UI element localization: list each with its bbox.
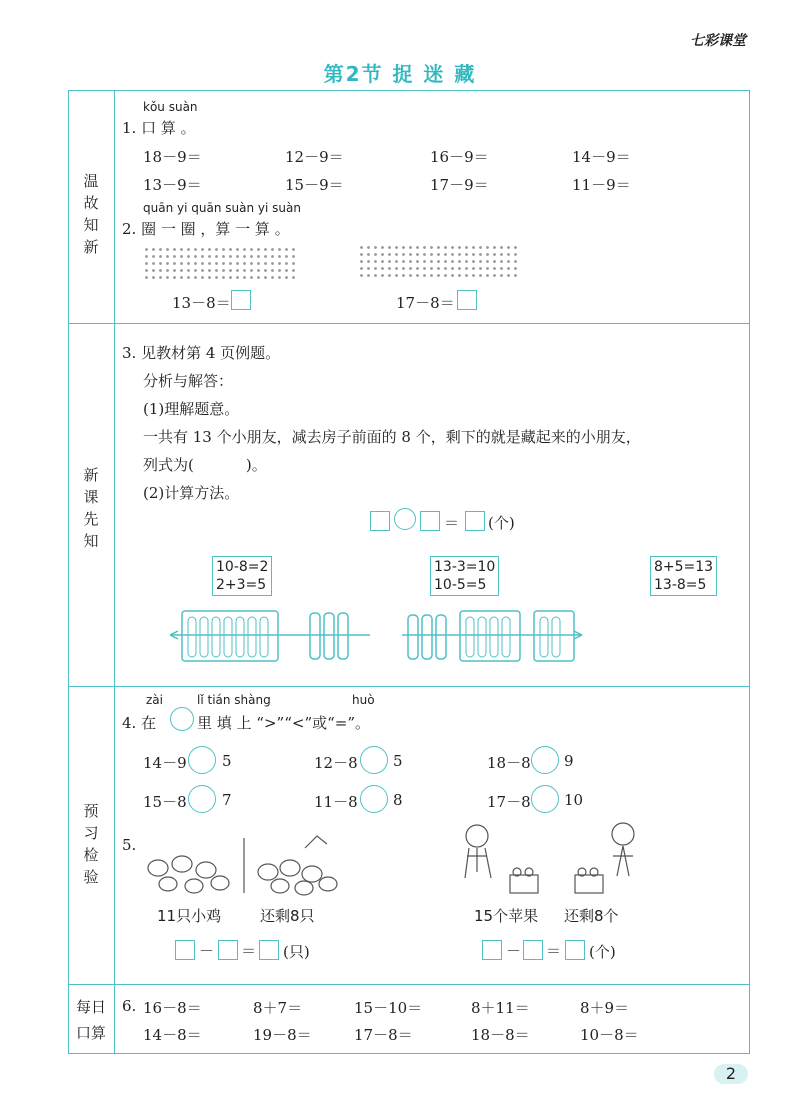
minus-sign: －	[506, 942, 522, 960]
method-card: 13-3=10 10-5=5	[430, 556, 499, 596]
compare-circle[interactable]	[360, 746, 388, 774]
compare-left: 11－8	[314, 793, 358, 811]
compare-left: 17－8	[487, 793, 531, 811]
compare-circle[interactable]	[531, 746, 559, 774]
q4-label: 4. 在	[122, 714, 157, 732]
q5-caption: 还剩8只	[260, 907, 315, 925]
answer-box[interactable]	[565, 940, 585, 960]
q6-item: 16－8＝	[143, 999, 202, 1017]
answer-box[interactable]	[420, 511, 440, 531]
answer-box[interactable]	[523, 940, 543, 960]
q6-item: 10－8＝	[580, 1026, 639, 1044]
q5-caption: 还剩8个	[564, 907, 619, 925]
compare-right: 8	[393, 791, 403, 809]
method-card: 8+5=13 13-8=5	[650, 556, 717, 596]
q6-item: 8＋9＝	[580, 999, 630, 1017]
page-number: 2	[714, 1064, 748, 1084]
q2-label: 2. 圈 一 圈 ，算 一 算 。	[122, 220, 290, 238]
q2-pinyin: quān yi quān suàn yi suàn	[143, 201, 301, 215]
side-label-daily: 每日 口算	[75, 998, 106, 1042]
unit-label: (只)	[283, 943, 310, 961]
section-divider	[68, 323, 750, 324]
compare-right: 10	[564, 791, 584, 809]
answer-box[interactable]	[465, 511, 485, 531]
compare-left: 18－8	[487, 754, 531, 772]
brand-logo: 七彩课堂	[690, 33, 746, 49]
equals-sign: ＝	[546, 942, 562, 960]
chicks-illustration	[140, 828, 350, 898]
q1-pinyin: kǒu suàn	[143, 100, 198, 114]
compare-left: 14－9	[143, 754, 187, 772]
dot-group-13	[143, 246, 298, 280]
answer-box[interactable]	[259, 940, 279, 960]
section-title: 第2节 捉 迷 藏	[323, 62, 477, 86]
q1-label: 1. 口 算 。	[122, 119, 196, 137]
compare-left: 12－8	[314, 754, 358, 772]
q1-item: 14－9＝	[572, 148, 631, 166]
dot-group-17	[358, 244, 520, 278]
section-divider	[68, 686, 750, 687]
q6-item: 19－8＝	[253, 1026, 312, 1044]
q6-item: 17－8＝	[354, 1026, 413, 1044]
answer-box[interactable]	[175, 940, 195, 960]
compare-circle[interactable]	[360, 785, 388, 813]
compare-right: 5	[222, 752, 232, 770]
compare-right: 9	[564, 752, 574, 770]
q4-pinyin: lǐ tián shàng	[197, 693, 271, 707]
q4-label: 里 填 上 “>”“<”或“=”。	[197, 714, 371, 732]
q5-label: 5.	[122, 836, 137, 854]
q1-item: 16－9＝	[430, 148, 489, 166]
q5-caption: 11只小鸡	[157, 907, 222, 925]
side-label-preview: 预 习 检 验	[83, 802, 99, 886]
answer-box[interactable]	[231, 290, 251, 310]
q5-caption: 15个苹果	[474, 907, 539, 925]
minus-sign: －	[199, 942, 215, 960]
answer-box[interactable]	[370, 511, 390, 531]
sample-circle	[170, 707, 194, 731]
q1-item: 18－9＝	[143, 148, 202, 166]
answer-box[interactable]	[457, 290, 477, 310]
compare-circle[interactable]	[188, 785, 216, 813]
q6-item: 15－10＝	[354, 999, 423, 1017]
side-label-review: 温 故 知 新	[83, 172, 99, 256]
q2-equation: 13－8＝	[172, 294, 231, 312]
q1-item: 15－9＝	[285, 176, 344, 194]
method-card: 10-8=2 2+3=5	[212, 556, 272, 596]
q6-item: 18－8＝	[471, 1026, 530, 1044]
operator-circle[interactable]	[394, 508, 416, 530]
q6-label: 6.	[122, 997, 137, 1015]
q2-equation: 17－8＝	[396, 294, 455, 312]
q6-item: 14－8＝	[143, 1026, 202, 1044]
side-label-new: 新 课 先 知	[83, 466, 99, 550]
equals-sign: ＝	[444, 514, 460, 532]
answer-box[interactable]	[218, 940, 238, 960]
equals-sign: ＝	[241, 942, 257, 960]
compare-left: 15－8	[143, 793, 187, 811]
q1-item: 11－9＝	[572, 176, 631, 194]
q3-step2: (2)计算方法。	[143, 484, 240, 502]
q6-item: 8＋7＝	[253, 999, 303, 1017]
q3-label: 3. 见教材第 4 页例题。	[122, 344, 281, 362]
unit-label: (个)	[488, 514, 515, 532]
apples-illustration	[455, 820, 655, 900]
q1-item: 13－9＝	[143, 176, 202, 194]
compare-right: 7	[222, 791, 232, 809]
q1-item: 17－9＝	[430, 176, 489, 194]
unit-label: (个)	[589, 943, 616, 961]
q3-line2: 列式为( )。	[143, 456, 267, 474]
section-divider	[68, 984, 750, 985]
side-divider	[114, 90, 115, 1054]
answer-box[interactable]	[482, 940, 502, 960]
q3-line1: 一共有 13 个小朋友，减去房子前面的 8 个，剩下的就是藏起来的小朋友，	[143, 428, 641, 446]
q6-item: 8＋11＝	[471, 999, 530, 1017]
compare-right: 5	[393, 752, 403, 770]
q4-pinyin: zài	[146, 693, 163, 707]
q3-step1: (1)理解题意。	[143, 400, 240, 418]
compare-circle[interactable]	[531, 785, 559, 813]
q3-analysis: 分析与解答：	[143, 372, 234, 390]
q4-pinyin: huò	[352, 693, 375, 707]
counting-sticks-diagram	[170, 605, 590, 665]
q1-item: 12－9＝	[285, 148, 344, 166]
compare-circle[interactable]	[188, 746, 216, 774]
